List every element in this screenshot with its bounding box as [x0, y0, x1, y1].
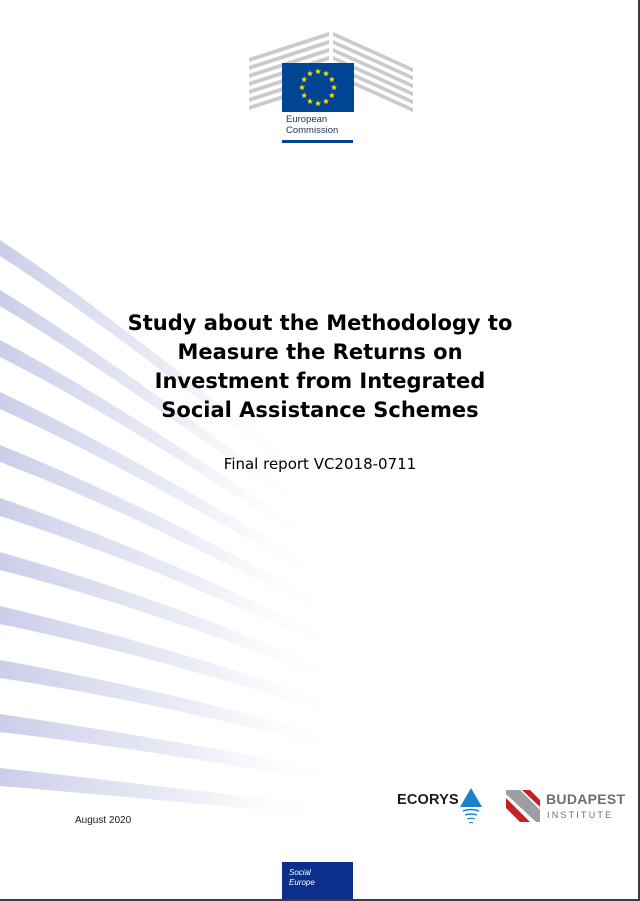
title-line-4: Social Assistance Schemes: [161, 398, 479, 422]
european-commission-wordmark: [286, 114, 338, 136]
institute-wordmark: INSTITUTE: [547, 810, 614, 820]
org-name-line1: European: [286, 114, 328, 125]
report-title: [60, 309, 580, 425]
logo-underline: [282, 140, 353, 143]
org-name-line2: Commission: [286, 125, 339, 136]
budapest-institute-icon: [506, 790, 540, 822]
ecorys-wordmark: ECORYS: [397, 792, 459, 808]
social-europe-label: [282, 862, 353, 899]
budapest-institute-logo: [506, 790, 626, 826]
title-line-2: Measure the Returns on: [177, 340, 463, 364]
report-subtitle: Final report VC2018-0711: [223, 455, 417, 473]
publication-date: August 2020: [75, 815, 132, 826]
ecorys-logo: [397, 786, 487, 826]
social-europe-line1: Social: [289, 868, 311, 877]
social-europe-text: [289, 868, 315, 888]
title-line-1: Study about the Methodology to: [127, 311, 513, 335]
budapest-wordmark: BUDAPEST: [546, 791, 626, 807]
title-line-3: Investment from Integrated: [154, 369, 486, 393]
social-europe-line2: Europe: [289, 878, 315, 887]
ecorys-triangle-icon: [459, 786, 483, 826]
